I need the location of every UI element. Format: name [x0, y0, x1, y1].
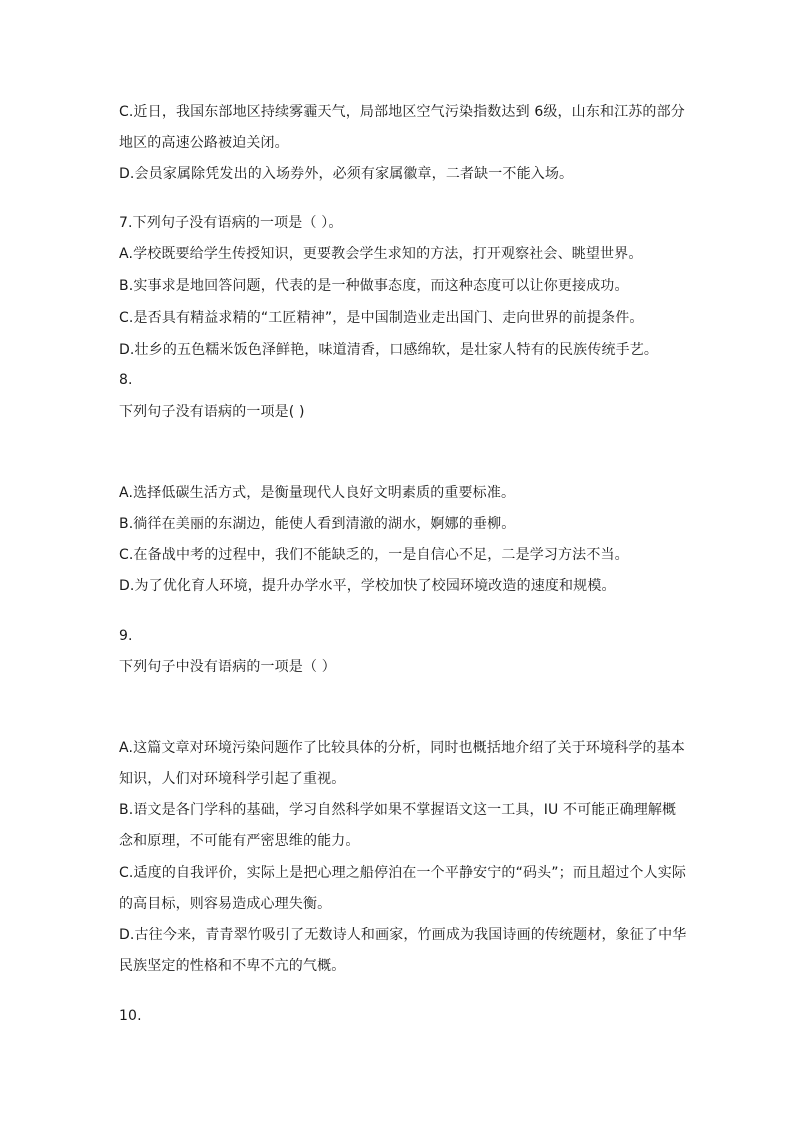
q6-option-d: D.会员家属除凭发出的入场券外，必须有家属徽章，二者缺一不能入场。	[119, 166, 574, 182]
q7-option-b: B.实事求是地回答问题，代表的是一种做事态度，而这种态度可以让你更接成功。	[119, 278, 629, 294]
q6-option-c-line1: C.近日，我国东部地区持续雾霾天气，局部地区空气污染指数达到 6级，山东和江苏的部分	[119, 104, 685, 120]
q9-option-d-line2: 民族坚定的性格和不卑不亢的气概。	[119, 958, 346, 974]
q8-option-d: D.为了优化育人环境，提升办学水平，学校加快了校园环境改造的速度和规模。	[119, 578, 616, 594]
q8-option-a: A.选择低碳生活方式，是衡量现代人良好文明素质的重要标准。	[119, 485, 516, 501]
q8-number: 8.	[119, 372, 133, 388]
q9-option-c-line2: 的高目标，则容易造成心理失衡。	[119, 896, 332, 912]
q7-stem: 7.下列句子没有语病的一项是（ ）。	[119, 215, 343, 231]
q8-option-b: B.徜徉在美丽的东湖边，能使人看到清澈的湖水，婀娜的垂柳。	[119, 516, 516, 532]
q9-number: 9.	[119, 628, 133, 644]
q7-option-d: D.壮乡的五色糯米饭色泽鲜艳，味道清香，口感绵软，是壮家人特有的民族传统手艺。	[119, 342, 659, 358]
q6-option-c-line2: 地区的高速公路被迫关闭。	[119, 135, 289, 151]
q8-option-c: C.在备战中考的过程中，我们不能缺乏的，一是自信心不足，二是学习方法不当。	[119, 547, 629, 563]
q7-option-a: A.学校既要给学生传授知识，更要教会学生求知的方法，打开观察社会、眺望世界。	[119, 246, 643, 262]
q9-option-c-line1: C.适度的自我评价，实际上是把心理之船停泊在一个平静安宁的“码头”；而且超过个人实际	[119, 865, 687, 881]
q9-option-a-line2: 知识，人们对环境科学引起了重视。	[119, 771, 346, 787]
q7-option-c: C.是否具有精益求精的“工匠精神”，是中国制造业走出国门、走向世界的前提条件。	[119, 310, 644, 326]
q9-option-b-line2: 念和原理，不可能有严密思维的能力。	[119, 833, 360, 849]
q9-option-b-line1: B.语文是各门学科的基础，学习自然科学如果不掌握语文这一工具，IU 不可能正确理解概	[119, 802, 677, 818]
q8-stem: 下列句子没有语病的一项是( )	[119, 404, 305, 420]
q9-option-d-line1: D.古往今来，青青翠竹吸引了无数诗人和画家，竹画成为我国诗画的传统题材，象征了中华	[119, 927, 687, 943]
q9-option-a-line1: A.这篇文章对环境污染问题作了比较具体的分析，同时也概括地介绍了关于环境科学的基本	[119, 740, 685, 756]
q9-stem: 下列句子中没有语病的一项是（ ）	[119, 659, 336, 675]
q10-number: 10.	[119, 1008, 142, 1024]
